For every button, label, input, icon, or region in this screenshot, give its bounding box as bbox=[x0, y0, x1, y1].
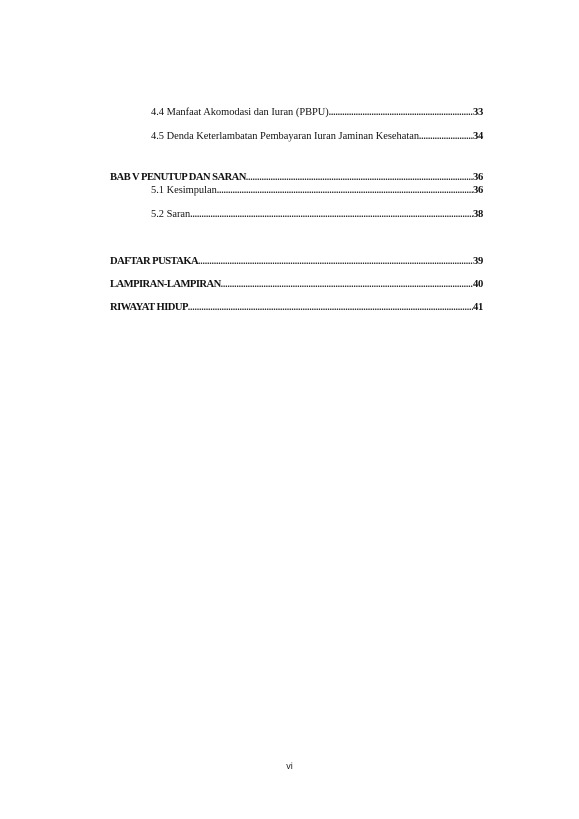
toc-entry-label: 5.2 Saran bbox=[151, 209, 191, 220]
toc-dot-leader bbox=[188, 302, 473, 312]
toc-dot-leader bbox=[246, 172, 473, 182]
toc-entry-label: BAB V PENUTUP DAN SARAN bbox=[110, 172, 246, 183]
toc-entry-page: 36 bbox=[473, 185, 483, 196]
toc-entry-5-1[interactable] bbox=[151, 185, 483, 196]
toc-dot-leader bbox=[221, 279, 473, 289]
page-number: vi bbox=[286, 761, 293, 771]
toc-entry-riwayat-hidup[interactable] bbox=[110, 302, 483, 313]
toc-entry-label: DAFTAR PUSTAKA bbox=[110, 256, 199, 267]
toc-entry-page: 40 bbox=[473, 279, 483, 290]
toc-entry-page: 36 bbox=[473, 172, 483, 183]
toc-entry-label: 4.4 Manfaat Akomodasi dan Iuran (PBPU) bbox=[151, 107, 329, 118]
toc-entry-page: 39 bbox=[473, 256, 483, 267]
toc-entry-page: 33 bbox=[473, 107, 483, 118]
toc-entry-lampiran[interactable] bbox=[110, 279, 483, 290]
toc-entry-label: 5.1 Kesimpulan bbox=[151, 185, 217, 196]
toc-dot-leader bbox=[190, 209, 473, 219]
toc-entry-page: 41 bbox=[473, 302, 483, 313]
toc-dot-leader bbox=[198, 256, 473, 266]
toc-entry-daftar-pustaka[interactable] bbox=[110, 256, 483, 267]
toc-entry-4-4[interactable] bbox=[151, 107, 483, 118]
toc-dot-leader bbox=[217, 185, 473, 195]
toc-entry-page: 38 bbox=[473, 209, 483, 220]
toc-dot-leader bbox=[329, 107, 473, 117]
toc-entry-label: LAMPIRAN-LAMPIRAN bbox=[110, 279, 221, 290]
toc-entry-bab-v[interactable] bbox=[110, 172, 483, 183]
toc-entry-4-5[interactable] bbox=[151, 131, 483, 142]
toc-entry-page: 34 bbox=[473, 131, 483, 142]
toc-entry-label: 4.5 Denda Keterlambatan Pembayaran Iuran Jaminan Kesehatan bbox=[151, 131, 420, 142]
toc-entry-5-2[interactable] bbox=[151, 209, 483, 220]
toc-dot-leader bbox=[419, 131, 473, 141]
toc-entry-label: RIWAYAT HIDUP bbox=[110, 302, 188, 313]
